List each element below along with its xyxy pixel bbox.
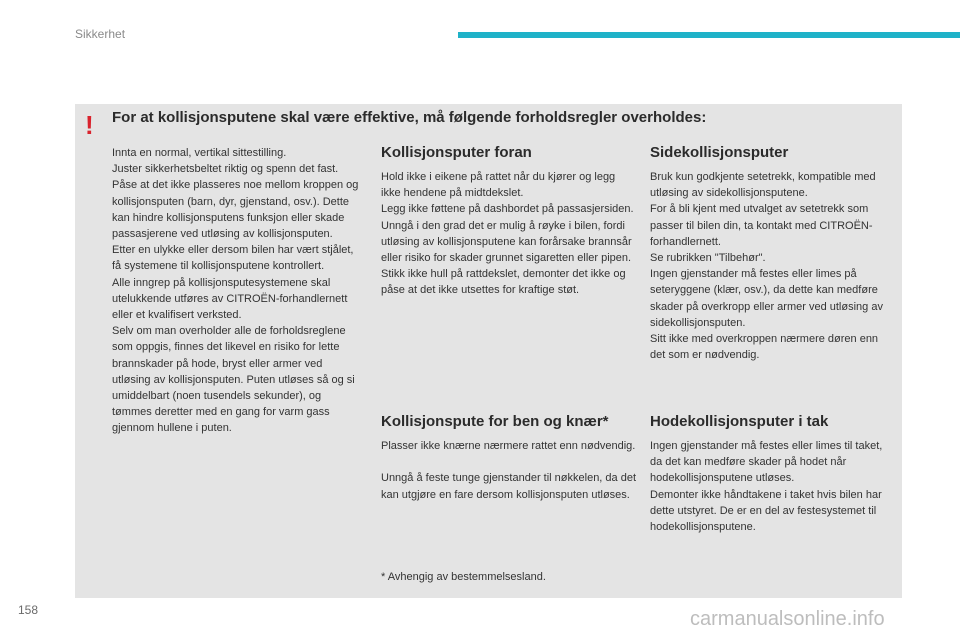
front-airbags-title: Kollisjonsputer foran (381, 144, 532, 161)
side-airbags-section (650, 144, 890, 363)
warning-exclamation-icon: ! (85, 110, 94, 140)
front-airbags-text: Hold ikke i eikene på rattet når du kjører og legg ikke hendene på midtdekslet. Legg ikke føttene på dashbordet på passasjersiden. Unngå i den grad det er mulig å røyke i bilen, fordi utløsing av kollisjonsputene kan forårsake brannsår eller risiko for skader grunnet sigaretten eller pipen. Stikk ikke hull på rattdekslet, demonter det ikke og påse at det ikke utsettes for kraftige støt. (381, 171, 634, 297)
curtain-airbags-section (650, 413, 890, 535)
knee-airbag-title: Kollisjonspute for ben og knær* (381, 413, 609, 430)
page-number: 158 (18, 603, 39, 617)
knee-airbag-text: Plasser ikke knærne nærmere rattet enn nødvendig. Unngå å feste tunge gjenstander til nøkkelen, da det kan utgjøre en fare dersom kollisjonsputen utløses. (381, 440, 637, 501)
curtain-airbags-text: Ingen gjenstander må festes eller limes til taket, da det kan medføre skader på hodet når hodekollisjonsputene utløses. Demonter ikke håndtakene i taket hvis bilen har dette utstyret. De er en del av festesystemet til hodekollisjonsputene. (650, 440, 883, 534)
watermark: carmanualsonline.info (690, 608, 885, 630)
header-accent-bar (458, 32, 960, 38)
side-airbags-text: Bruk kun godkjente setetrekk, kompatible med utløsing av sidekollisjonsputene. For å bli kjent med utvalget av setetrekk som passer til bilen din, ta kontakt med CITROËN-forhandlernett. Se rubrikken "Tilbehør". Ingen gjenstander må festes eller limes på seteryggene (klær, osv.), da dette kan medføre skader på overkropp eller armer ved utløsing av sidekollisjonsputen. Sitt ikke med overkroppen nærmere døren enn det som er nødvendig. (650, 171, 883, 362)
section-label: Sikkerhet (75, 27, 126, 41)
warning-heading: For at kollisjonsputene skal være effektive, må følgende forholdsregler overholdes: (112, 109, 707, 126)
footnote: * Avhengig av bestemmelsesland. (381, 571, 546, 583)
front-airbags-section (381, 144, 636, 299)
curtain-airbags-title: Hodekollisjonsputer i tak (650, 413, 829, 430)
side-airbags-title: Sidekollisjonsputer (650, 144, 789, 161)
knee-airbag-section (381, 413, 636, 503)
general-precautions-text: Innta en normal, vertikal sittestilling. Juster sikkerhetsbeltet riktig og spenn det fast. Påse at det ikke plasseres noe mellom kroppen og kollisjonsputen (barn, dyr, gjenstand, osv.). Dette kan hindre kollisjonsputens funksjon eller skade passasjerene ved utløsing av kollisjonsputen. Etter en ulykke eller dersom bilen har vært stjålet, få systemene til kollisjonsputene kontrollert. Alle inngrep på kollisjonsputesystemene skal utelukkende utføres av CITROËN-forhandlernett eller et kvalifisert verksted. Selv om man overholder alle de forholdsreglene som oppgis, finnes det likevel en risiko for lette brannskader på hode, bryst eller armer ved utløsing av kollisjonsputen. Puten utløses så og si umiddelbart (noen tusendels sekunder), og tømmes deretter med en gang for varm gass gjennom hullene i puten. (112, 147, 359, 435)
